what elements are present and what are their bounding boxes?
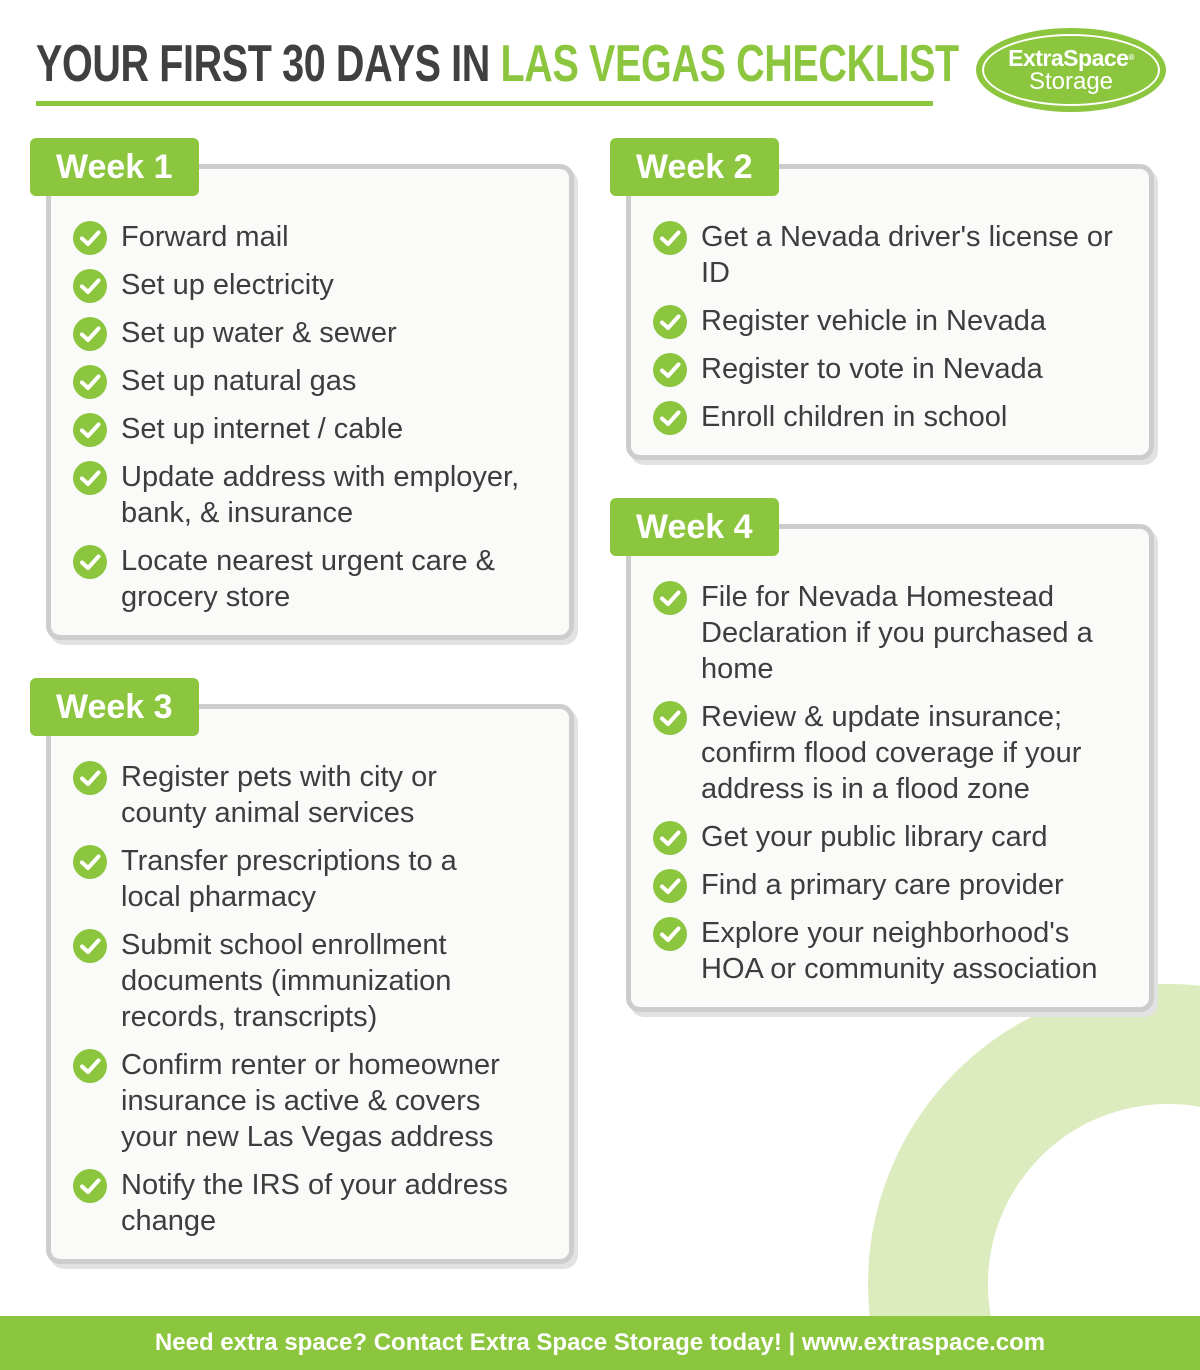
- checklist-item: [73, 1167, 513, 1239]
- checkmark-circle-icon: [73, 317, 107, 351]
- checklist-item: [653, 867, 1123, 903]
- checklist-item: [73, 843, 513, 915]
- checklist-item: [73, 459, 543, 531]
- checklist-item-text: Locate nearest urgent care & grocery store: [121, 545, 496, 613]
- checklist-item-text: Forward mail: [121, 221, 289, 253]
- checklist-item-text: Notify the IRS of your address change: [121, 1169, 508, 1237]
- week-4-card: [626, 524, 1154, 1012]
- checklist-item: [653, 579, 1123, 687]
- checklist-item: [73, 315, 543, 351]
- checklist-item-text: Confirm renter or homeowner insurance is active & covers your new Las Vegas address: [121, 1049, 500, 1153]
- checklist-item-text: Submit school enrollment documents (immunization records, transcripts): [121, 929, 452, 1033]
- checkmark-circle-icon: [653, 221, 687, 255]
- checklist-item: [653, 351, 1123, 387]
- checkmark-circle-icon: [653, 869, 687, 903]
- checklist-item: [653, 819, 1123, 855]
- checklist-item: [73, 411, 543, 447]
- week-3-list: [73, 759, 513, 1251]
- title-part-dark: YOUR FIRST 30 DAYS IN: [36, 35, 490, 93]
- logo-text-line1: ExtraSpace®: [1008, 45, 1134, 71]
- checkmark-circle-icon: [73, 1169, 107, 1203]
- checklist-item: [73, 759, 513, 831]
- week-3-card: [46, 704, 574, 1264]
- week-4-list: [653, 579, 1123, 999]
- checklist-item-text: Register vehicle in Nevada: [701, 305, 1046, 337]
- checklist-item: [653, 699, 1123, 807]
- checkmark-circle-icon: [73, 1049, 107, 1083]
- checklist-item: [73, 927, 513, 1035]
- checklist-item-text: Set up internet / cable: [121, 413, 404, 445]
- checkmark-circle-icon: [73, 221, 107, 255]
- title-part-green: LAS VEGAS CHECKLIST: [500, 35, 959, 93]
- checkmark-circle-icon: [73, 761, 107, 795]
- checkmark-circle-icon: [73, 365, 107, 399]
- footer-banner[interactable]: [0, 1316, 1200, 1370]
- checklist-item: [653, 303, 1123, 339]
- checklist-item: [73, 363, 543, 399]
- extra-space-storage-logo[interactable]: [976, 28, 1166, 112]
- page-title: [36, 28, 959, 100]
- checkmark-circle-icon: [73, 461, 107, 495]
- checkmark-circle-icon: [653, 401, 687, 435]
- checklist-item-text: File for Nevada Homestead Declaration if you purchased a home: [701, 581, 1093, 685]
- checklist-item-text: Enroll children in school: [701, 401, 1008, 433]
- checkmark-circle-icon: [73, 845, 107, 879]
- checklist-item: [653, 399, 1123, 435]
- checklist-item-text: Find a primary care provider: [701, 869, 1064, 901]
- checkmark-circle-icon: [653, 917, 687, 951]
- checkmark-circle-icon: [653, 701, 687, 735]
- checklist-item-text: Set up electricity: [121, 269, 334, 301]
- checkmark-circle-icon: [653, 821, 687, 855]
- checklist-item: [73, 219, 543, 255]
- checkmark-circle-icon: [653, 353, 687, 387]
- checkmark-circle-icon: [73, 545, 107, 579]
- checklist-item-text: Get your public library card: [701, 821, 1048, 853]
- week-2-tab: Week 2: [610, 138, 779, 196]
- checklist-item-text: Update address with employer, bank, & insurance: [121, 461, 520, 529]
- checklist-item-text: Review & update insurance; confirm flood coverage if your address is in a flood zone: [701, 701, 1082, 805]
- footer-text[interactable]: Need extra space? Contact Extra Space Storage today! | www.extraspace.com: [154, 1329, 1046, 1356]
- checklist-item-text: Explore your neighborhood's HOA or community association: [701, 917, 1098, 985]
- week-2-list: [653, 219, 1123, 447]
- checklist-item: [653, 219, 1123, 291]
- week-1-tab: Week 1: [30, 138, 199, 196]
- decorative-arc: [868, 984, 1200, 1370]
- week-1-list: [73, 219, 543, 627]
- checklist-item: [73, 543, 543, 615]
- checklist-item-text: Get a Nevada driver's license or ID: [701, 221, 1113, 289]
- checklist-item-text: Transfer prescriptions to a local pharmacy: [121, 845, 457, 913]
- checklist-item-text: Register to vote in Nevada: [701, 353, 1043, 385]
- title-underline: [36, 101, 933, 106]
- checklist-item-text: Set up water & sewer: [121, 317, 397, 349]
- checkmark-circle-icon: [73, 413, 107, 447]
- logo-text-line2: Storage: [1028, 68, 1114, 95]
- checkmark-circle-icon: [73, 269, 107, 303]
- checklist-item: [73, 1047, 513, 1155]
- checklist-item-text: Register pets with city or county animal services: [121, 761, 437, 829]
- checkmark-circle-icon: [653, 581, 687, 615]
- checklist-item-text: Set up natural gas: [121, 365, 357, 397]
- checklist-item: [73, 267, 543, 303]
- week-4-tab: Week 4: [610, 498, 779, 556]
- logo-oval: [982, 34, 1160, 106]
- checkmark-circle-icon: [73, 929, 107, 963]
- week-2-card: [626, 164, 1154, 460]
- checkmark-circle-icon: [653, 305, 687, 339]
- checklist-item: [653, 915, 1123, 987]
- week-1-card: [46, 164, 574, 640]
- week-3-tab: Week 3: [30, 678, 199, 736]
